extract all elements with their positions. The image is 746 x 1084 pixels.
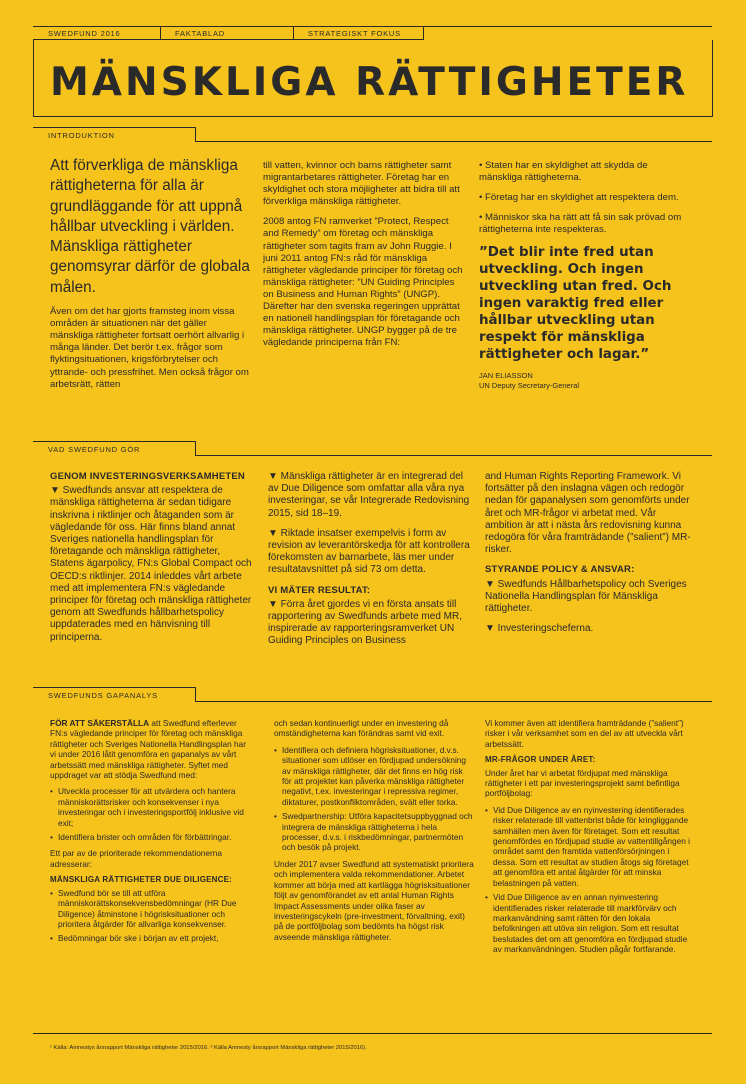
section-label-introduktion [33, 127, 196, 142]
gap-paragraph: Under 2017 avser Swedfund att systematiskt prioritera och implementera valda rekommendationer. Arbetet kommer att börja med att kartlägga högrisksituationer följt av genomförandet av ett antal Human Rights Impact Assessments under olika faser av investeringscykeln (pre-investment, förvaltning, exit) på de portföljbolag som bedömts ha högst risk avseende mänskliga rättigheter. [274, 858, 474, 942]
section-rule [195, 701, 712, 702]
section-rule [195, 455, 712, 456]
header-top-rule [33, 26, 712, 27]
gap-bullet-list [50, 888, 252, 944]
section-rule [195, 141, 712, 142]
what-paragraph: ▼ Riktade insatser exempelvis i form av revision av leverantörskedja för att kontrollera förekomsten av barnarbete, läs mer under resultatavsnittet på sid 73 om detta. [268, 527, 470, 576]
tab-faktablad: FAKTABLAD [175, 29, 225, 38]
gap-paragraph: Ett par av de prioriterade rekommendationerna adresserar: [50, 848, 223, 869]
principle-bullet: • Människor ska ha rätt att få sin sak prövad om rättigheterna inte respekteras. [479, 212, 682, 236]
footer-rule [33, 1033, 712, 1034]
section-label-vad-swedfund-gor [33, 441, 196, 456]
what-heading: GENOM INVESTERINGSVERKSAMHETEN [50, 471, 245, 482]
gap-bullet: • Swedpartnership: Utföra kapacitetsuppbyggnad och integrera de mänskliga rättigheterna i hela processer, d.v.s. i riskbedömningar, partnermöten och besök på projekt. [282, 811, 474, 853]
principle-bullet: • Företag har en skyldighet att respektera dem. [479, 192, 679, 204]
pull-quote: ”Det blir inte fred utan utveckling. Och ingen utveckling utan fred. Och ingen varaktig fred eller hållbar utveckling utan respekt för mänskliga rättigheter och lagar.” [479, 245, 672, 363]
what-paragraph: ▼ Swedfunds ansvar att respektera de mänskliga rättigheterna är sedan tidigare inskrivna i riktlinjer och åtaganden som är vägledande för oss. Här finns bland annat Sveriges nationella handlingsplan för företagande och mänskliga rättigheter, Statens ägarpolicy, FN:s Global Compact och OECD:s riktlinjer. 2014 inleddes vårt arbete med att implementera FN:s vägledande principer för företag och mänskliga rättigheter genom att Swedfunds hållbarhetspolicy uppdaterades med en hänvisning till principerna. [50, 485, 252, 643]
what-paragraph: ▼ Mänskliga rättigheter är en integrerad del av Due Diligence som omfattar alla våra nya investeringar, se vår Integrerade Redovisning 2015, sid 18–19. [268, 471, 470, 519]
gap-paragraph: Vi kommer även att identifiera framträdande (”salient”) risker i vår verksamhet som en del av att utveckla vårt arbetssätt. [485, 718, 684, 749]
gap-heading: MÄNSKLIGA RÄTTIGHETER DUE DILIGENCE: [50, 875, 233, 885]
gap-bullet: • Utveckla processer för att utvärdera och hantera människorättsrisker och konsekvenser i nya investeringar och i investeringsportfölj inklusive vid exit; [58, 786, 252, 828]
what-paragraph: ▼ Swedfunds Hållbarhetspolicy och Sveriges Nationella Handlingsplan för Mänskliga rättigheter. [485, 578, 687, 615]
gap-bullet-list [485, 805, 690, 955]
what-paragraph: ▼ Investeringscheferna. [485, 623, 594, 635]
tab-divider [293, 26, 294, 40]
gap-bullet-list [274, 745, 474, 853]
tab-divider [423, 26, 424, 40]
principle-bullet: • Staten har en skyldighet att skydda de mänskliga rättigheterna. [479, 160, 648, 184]
what-column-1 [50, 471, 256, 652]
gap-bullet-list [50, 786, 252, 842]
gap-bullet: • Identifiera och definiera högrisksituationer, d.v.s. situationer som utlöser en fördjupad undersökning av mänskliga rättigheter, där det finns en hög risk för att projektet kan påverka mänskliga rättigheter negativt, t.ex. investeringar i repressiva regimer, diktaturer, postkonfliktområden, svält eller torka. [282, 745, 474, 807]
gap-heading: MR-FRÅGOR UNDER ÅRET: [485, 755, 596, 765]
section-label-text: SWEDFUNDS GAPANALYS [48, 691, 158, 700]
intro-paragraph: till vatten, kvinnor och barns rättigheter samt migrantarbetares rättigheter. Företag har en skyldighet och stora möjligheter att bidra till att förverkliga mänskliga rättigheter. [263, 160, 460, 208]
what-column-2 [268, 471, 473, 656]
gap-intro-bold: FÖR ATT SÄKERSTÄLLA [50, 718, 150, 728]
gap-bullet: • Vid Due Diligence av en annan nyinvestering identifierades risker relaterade till markförvärv och markanvändning samt rätten för den lokala befolkningen att utöva sin religion. Som ett resultat beslutades det om att genomföra en fördjupad studie av markanvändningen. Studien pågår fortfarande. [493, 892, 690, 954]
section-label-gapanalys [33, 687, 196, 702]
gap-bullet: • Vid Due Diligence av en nyinvestering identifierades risker relaterade till vattenbrist både för kringliggande samhällen men även för företaget. Som ett resultat genomfördes en fördjupad studie av vattentillgången i området samt den framtida vattenförsörjningen i dessa. Som ett resultat av studien åtogs sig företaget att genomföra ett antal åtgärder för att minska belastningen på vatten. [493, 805, 690, 888]
quote-author: JAN ELIASSON [479, 371, 533, 381]
intro-column-2 [263, 160, 463, 357]
footnote: ¹ Källa: Amnestys årsrapport Mänskliga rättigheter 2015/2016. ² Källa Amnesty årsrapport Mänskliga rättigheter 2015/2016). [50, 1045, 367, 1051]
what-paragraph: and Human Rights Reporting Framework. Vi fortsätter på den inslagna vägen och redogör nedan för gapanalysen som genomförts under året och MR-frågor vi arbetat med. Vår ambition är att i nästa års redovisning kunna redogöra för våra framträdande (”salient”) MR-risker. [485, 471, 691, 556]
tab-divider [160, 26, 161, 40]
gap-bullet: • Swedfund bör se till att utföra människorättskonsekvensbedömningar (HR Due Diligence) åtminstone i högrisksituationer och prioritera åtgärder för allvarliga konsekvenser. [58, 888, 252, 930]
what-heading: VI MÄTER RESULTAT: [268, 584, 371, 596]
page-title: MÄNSKLIGA RÄTTIGHETER [50, 60, 689, 105]
gap-paragraph: Under året har vi arbetat fördjupat med mänskliga rättigheter i ett par investeringsprojekt samt befintliga portföljbolag: [485, 767, 680, 799]
intro-lead: Att förverkliga de mänskliga rättigheterna för alla är grundläggande för att uppnå hållbar utveckling i världen. Mänskliga rättigheter genomsyrar därför de globala målen. [50, 157, 250, 296]
gap-column-3 [485, 718, 690, 961]
section-label-text: INTRODUKTION [48, 131, 115, 140]
what-heading: STYRANDE POLICY & ANSVAR: [485, 564, 635, 576]
intro-column-1 [50, 156, 250, 399]
what-column-3 [485, 471, 693, 643]
quote-role: UN Deputy Secretary-General [479, 380, 580, 390]
gap-column-2 [274, 718, 474, 948]
gap-paragraph: och sedan kontinuerligt under en investering då omständigheterna kan förändras samt vid exit. [274, 718, 449, 739]
intro-paragraph: 2008 antog FN ramverket ”Protect, Respect and Remedy” om företag och mänskliga rättigheter som tagits fram av John Ruggie. I juni 2011 antog FN:s råd för mänskliga rättigheter vägledande principer för företag och mänskliga rättigheter: ”UN Guiding Principles on Business and Human Rights” (UNGP). Därefter har den svenska regeringen upprättat en nationell handlingsplan för företagande och mänskliga rättigheter. UNGP bygger på de tre vägledande principerna från FN: [263, 216, 463, 349]
gap-intro-text: att Swedfund efterlever FN:s vägledande principer för företag och mänskliga rättigheter och Sveriges Nationella Handlingsplan har vi under 2016 låtit genomföra en gapanalys av vårt arbetssätt med mänskliga rättigheter. Syftet med uppdraget var att stödja Swedfund med: [50, 718, 247, 781]
tab-swedfund-2016: SWEDFUND 2016 [48, 29, 121, 38]
gap-bullet: • Bedömningar bör ske i början av ett projekt, [58, 933, 252, 943]
tab-strategiskt-fokus: STRATEGISKT FOKUS [308, 29, 401, 38]
section-label-text: VAD SWEDFUND GÖR [48, 445, 141, 454]
gap-intro-paragraph [50, 718, 252, 780]
intro-column-3 [479, 160, 691, 390]
intro-paragraph: Även om det har gjorts framsteg inom vissa områden är situationen när det gäller mänskliga rättigheter fortsatt oerhört allvarlig i många länder. Det berör t.ex. frågor som flyktingsituationen, krigsförbrytelser och yttrande- och pressfrihet. Men också frågor om arbetsrätt, rätten [50, 306, 249, 390]
what-paragraph: ▼ Förra året gjordes vi en första ansats till rapportering av Swedfunds arbete med MR, inspirerade av rapporteringsramverket UN Guiding Principles on Business [268, 598, 462, 647]
gap-column-1 [50, 718, 252, 950]
gap-bullet: • Identifiera brister och områden för förbättringar. [58, 832, 252, 842]
